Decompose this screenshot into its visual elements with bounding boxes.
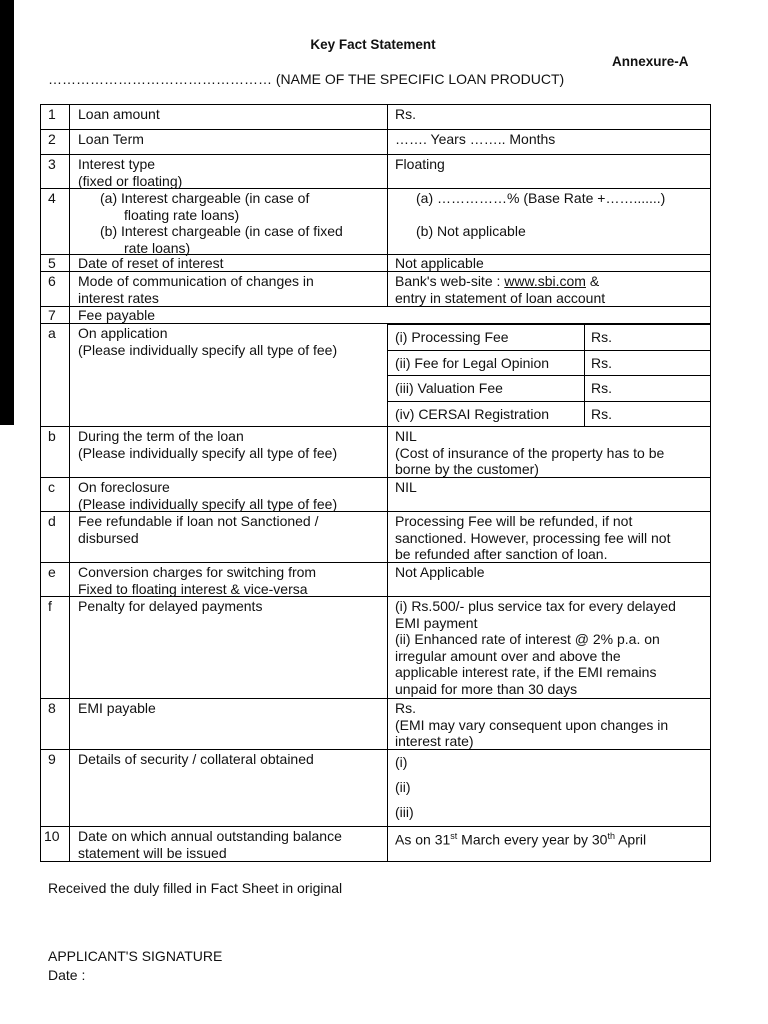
security-value xyxy=(388,750,710,826)
fee-amount: Rs. xyxy=(584,376,612,401)
value-line: borne by the customer) xyxy=(395,461,539,477)
label-line: interest rates xyxy=(78,289,159,306)
table-row-loan-term xyxy=(40,130,711,155)
row-number: 3 xyxy=(41,155,70,188)
value-text: As on 31 xyxy=(395,831,451,848)
label-line: (Please individually specify all type of fee) xyxy=(78,495,338,512)
row-number: 8 xyxy=(41,699,70,749)
table-row-fee-payable xyxy=(40,307,711,324)
label-line: (fixed or floating) xyxy=(78,172,183,189)
label-line: (b) Interest chargeable (in case of fixed xyxy=(100,223,343,239)
fee-refundable-value xyxy=(388,512,710,562)
table-row-fee-refundable xyxy=(40,512,711,563)
received-statement: Received the duly filled in Fact Sheet in original xyxy=(48,880,343,896)
fee-amount: Rs. xyxy=(584,325,612,350)
fee-amount: Rs. xyxy=(584,351,612,375)
value-line: Processing Fee will be refunded, if not xyxy=(395,513,633,529)
row-number: 6 xyxy=(41,272,70,306)
value-line: sanctioned. However, processing fee will not xyxy=(395,529,671,546)
value-line: interest rate) xyxy=(395,733,474,749)
row-label xyxy=(70,512,388,562)
reset-date-value: Not applicable xyxy=(395,255,484,271)
value-text: Bank's web-site : xyxy=(395,273,505,289)
fee-amount: Rs. xyxy=(584,402,612,426)
value-line: applicable interest rate, if the EMI remains xyxy=(395,664,657,680)
row-number: 4 xyxy=(41,189,70,254)
interest-chargeable-value xyxy=(388,189,710,254)
fee-name: (i) Processing Fee xyxy=(395,329,509,345)
value-line: EMI payment xyxy=(395,614,478,631)
loan-term-value: ……. Years …….. Months xyxy=(395,131,556,147)
table-row-fee-on-application xyxy=(40,324,711,427)
label-line: statement will be issued xyxy=(78,844,227,861)
label-line: (a) Interest chargeable (in case of xyxy=(100,190,310,206)
emi-value xyxy=(388,699,710,749)
label-line: During the term of the loan xyxy=(78,428,244,444)
annexure-label: Annexure-A xyxy=(612,54,689,69)
fee-subrow xyxy=(388,375,710,401)
loan-product-name-line: ………………………………………… (NAME OF THE SPECIFIC LOAN PRODUCT) xyxy=(48,71,565,87)
label-line: On foreclosure xyxy=(78,479,170,495)
table-row-conversion-charges xyxy=(40,563,711,597)
row-label xyxy=(70,563,388,596)
label-line: (Please individually specify all type of fee) xyxy=(78,341,338,358)
table-row-interest-type xyxy=(40,155,711,189)
value-line: (ii) xyxy=(395,779,411,795)
row-label xyxy=(70,272,388,306)
conversion-charges-value: Not Applicable xyxy=(395,564,485,580)
label-line: On application xyxy=(78,325,168,341)
value-line: irregular amount over and above the xyxy=(395,647,621,664)
value-line: (EMI may vary consequent upon changes in xyxy=(395,716,669,733)
fee-during-term-value xyxy=(388,427,710,477)
loan-amount-value: Rs. xyxy=(395,106,416,122)
ordinal-suffix: th xyxy=(607,831,615,841)
value-text: March every year by 30 xyxy=(457,831,608,848)
row-letter: d xyxy=(41,512,70,562)
row-label xyxy=(70,427,388,477)
label-line: rate loans) xyxy=(124,239,191,256)
value-line: be refunded after sanction of loan. xyxy=(395,546,608,562)
label-line: Conversion charges for switching from xyxy=(78,564,317,580)
value-line: (b) Not applicable xyxy=(416,222,526,239)
table-row-interest-chargeable xyxy=(40,189,711,255)
row-number: 10 xyxy=(41,827,70,861)
interest-type-value: Floating xyxy=(395,156,445,172)
table-row-reset-date xyxy=(40,255,711,272)
value-line: (i) Rs.500/- plus service tax for every delayed xyxy=(395,598,676,614)
value-line: (a) ……………% (Base Rate +…….......) xyxy=(416,190,666,206)
row-letter: b xyxy=(41,427,70,477)
row-letter: e xyxy=(41,563,70,596)
row-label: Penalty for delayed payments xyxy=(70,597,388,698)
label-line: (Please individually specify all type of fee) xyxy=(78,444,338,461)
fee-subrow xyxy=(388,350,710,375)
row-number: 9 xyxy=(41,750,70,826)
table-row-balance-statement xyxy=(40,827,711,862)
table-row-fee-during-term xyxy=(40,427,711,478)
row-number: 2 xyxy=(41,130,70,154)
value-line: unpaid for more than 30 days xyxy=(395,680,578,697)
communication-mode-value xyxy=(388,272,710,306)
value-line: entry in statement of loan account xyxy=(395,289,606,306)
row-label: EMI payable xyxy=(70,699,388,749)
label-line: Interest type xyxy=(78,156,156,172)
row-label: Date of reset of interest xyxy=(70,255,388,271)
value-line: (ii) Enhanced rate of interest @ 2% p.a. on xyxy=(395,631,660,647)
row-letter: c xyxy=(41,478,70,511)
balance-statement-value xyxy=(388,827,710,861)
document-title: Key Fact Statement xyxy=(310,37,436,52)
table-row-fee-foreclosure xyxy=(40,478,711,512)
label-line: Fee refundable if loan not Sanctioned / xyxy=(78,513,319,529)
fee-subrow xyxy=(388,324,710,350)
table-row-communication-mode xyxy=(40,272,711,307)
fee-name: (iv) CERSAI Registration xyxy=(395,406,550,422)
applicant-signature-label: APPLICANT'S SIGNATURE xyxy=(48,948,223,964)
row-label: Loan Term xyxy=(70,130,388,154)
table-row-loan-amount xyxy=(40,104,711,130)
fee-name: (ii) Fee for Legal Opinion xyxy=(395,355,550,371)
row-label: Fee payable xyxy=(78,307,156,323)
label-line: disbursed xyxy=(78,529,139,546)
row-label xyxy=(70,189,388,254)
row-letter: a xyxy=(41,324,70,426)
label-line: Fixed to floating interest & vice-versa xyxy=(78,580,308,597)
row-label xyxy=(70,324,388,426)
fee-subrow xyxy=(388,401,710,426)
ordinal-suffix: st xyxy=(450,831,458,841)
row-number: 1 xyxy=(41,105,70,129)
value-line: Rs. xyxy=(395,700,416,716)
value-text: & xyxy=(585,273,600,289)
table-row-emi xyxy=(40,699,711,750)
row-label: Loan amount xyxy=(70,105,388,129)
website-link[interactable]: www.sbi.com xyxy=(504,273,586,289)
row-label xyxy=(70,478,388,511)
row-label: Details of security / collateral obtained xyxy=(70,750,388,826)
row-label xyxy=(70,827,388,861)
fee-foreclosure-value: NIL xyxy=(395,479,417,495)
value-line: NIL xyxy=(395,428,417,444)
date-label: Date : xyxy=(48,967,86,983)
fee-name: (iii) Valuation Fee xyxy=(395,380,503,396)
value-line: (i) xyxy=(395,754,408,770)
row-label xyxy=(70,155,388,188)
value-line: (Cost of insurance of the property has to be xyxy=(395,444,665,461)
row-number: 7 xyxy=(41,307,70,323)
table-row-security xyxy=(40,750,711,827)
value-text: April xyxy=(614,831,647,848)
label-line: Mode of communication of changes in xyxy=(78,273,314,289)
table-row-penalty xyxy=(40,597,711,699)
label-line: floating rate loans) xyxy=(124,206,240,223)
row-number: 5 xyxy=(41,255,70,271)
penalty-value xyxy=(388,597,710,698)
value-line: (iii) xyxy=(395,804,414,820)
row-letter: f xyxy=(41,597,70,698)
label-line: Date on which annual outstanding balance xyxy=(78,828,342,844)
value-line xyxy=(395,273,710,290)
